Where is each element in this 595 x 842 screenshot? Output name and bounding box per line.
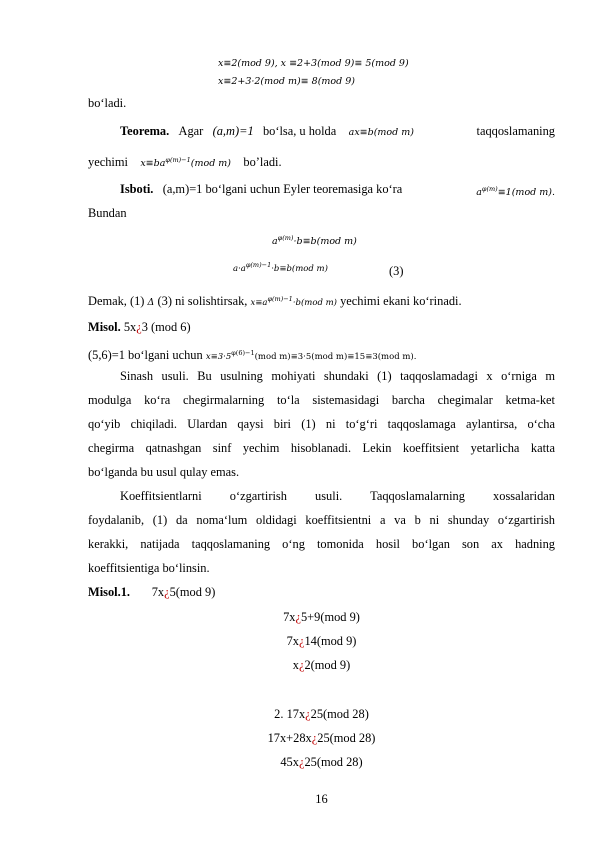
demak-text-a: Demak, (1) xyxy=(88,293,145,308)
formula-line-1: x≡2(mod 9), x ≡2+3(mod 9)≡ 5(mod 9) xyxy=(218,58,409,69)
isboti-text-a: (a,m)=1 bo‘lgani uchun Eyler teoremasiga ko‘ra xyxy=(162,182,403,196)
demak-text-b: (3) ni solishtirsak, xyxy=(157,293,248,308)
teorema-label: Teorema. xyxy=(120,124,170,138)
teorema-text-b: bo‘lsa, u holda xyxy=(262,124,337,138)
para2-line-4: koeffitsientiga bo‘linsin. xyxy=(88,561,210,575)
teorema-congruence: ax≡b(mod m) xyxy=(348,127,414,138)
isboti-label: Isboti. xyxy=(120,182,154,196)
misol-line: Misol. 5x¿3 (mod 6) xyxy=(88,320,191,334)
misol-label: Misol. xyxy=(88,320,121,334)
delta-symbol: Δ xyxy=(147,296,155,308)
para1-line-4: chegirma qatnashgan sinf yechim hisoblanadi. Lekin koeffitsient yetarlicha katta xyxy=(88,441,555,455)
teorema-text-e: bo’ladi. xyxy=(243,155,282,170)
isboti-bundan: Bundan xyxy=(88,206,127,220)
teorema-text-a: Agar xyxy=(178,124,204,138)
para1-line-1: Sinash usuli. Bu usulning mohiyati shundaki (1) taqqoslamadagi x o‘rniga m xyxy=(120,369,555,383)
para2-line-3: kerakki, natijada taqqoslamaning o‘ng tomonida hosil bo‘lgan son ax hadning xyxy=(88,537,555,551)
line-56-text: (5,6)=1 bo‘lgani uchun xyxy=(88,347,203,362)
teorema-solution: $x\equiv ba^{\varphi(m)-1}(mod$ m) xyxy=(140,156,232,170)
para1-line-2: modulga ko‘ra chegirmalarning to‘la sistemasidagi barcha chegimalar ketma-ket xyxy=(88,393,555,407)
misol-glyph: ¿ xyxy=(136,320,142,334)
demak-text-c: yechimi ekani ko‘rinadi. xyxy=(340,293,462,308)
misol1-step-1: 7x¿5+9(mod 9) xyxy=(283,610,360,624)
misol2-step-3: 45x¿25(mod 28) xyxy=(280,755,363,769)
teorema-condition: (a,m)=1 xyxy=(212,124,254,138)
equation-1: $a^{\varphi(m)}\cdot b\equiv b(mod$ m) xyxy=(272,234,357,248)
teorema-text-c: taqqoslamaning xyxy=(476,124,555,138)
isboti-euler: $a^{\varphi(m)}\equiv 1(mod$ m). xyxy=(476,185,555,199)
equation-2: $a\cdot a^{\varphi(m)-1}\cdot b\equiv b(mod$ m) xyxy=(233,261,328,274)
teorema-text-d: yechimi xyxy=(88,155,128,170)
teorema-line xyxy=(120,124,555,140)
para2-line-1: Koeffitsientlarni o‘zgartirish usuli. Taqqoslamalarning xossalaridan xyxy=(120,489,555,503)
line-56 xyxy=(88,346,555,364)
misol2-step-1: 2. 17x¿25(mod 28) xyxy=(274,707,369,721)
para1-line-5: bo‘lganda bu usul qulay emas. xyxy=(88,465,240,479)
isboti-line xyxy=(120,182,555,199)
formula-line-2: x≡2+3·2(mod m)≡ 8(mod 9) xyxy=(218,76,355,87)
misol2-step-2: 17x+28x¿25(mod 28) xyxy=(267,731,376,745)
para1-line-3: qo‘yib chiqiladi. Ulardan qaysi biri (1) ni to‘g‘ri taqqoslamaga aylantirsa, o‘cha xyxy=(88,417,555,431)
page-number: 16 xyxy=(315,792,328,806)
misol1-label: Misol.1. xyxy=(88,585,130,599)
misol1-step-2: 7x¿14(mod 9) xyxy=(286,634,357,648)
teorema-line-2 xyxy=(88,153,555,171)
text-line-boladi: bo‘ladi. xyxy=(88,96,127,110)
misol1-step-3: x¿2(mod 9) xyxy=(292,658,351,672)
para2-line-2: foydalanib, (1) da noma‘lum oldidagi koeffitsientni a va b ni shunday o‘zgartirish xyxy=(88,513,555,527)
misol1-line: Misol.1. 7x¿5(mod 9) xyxy=(88,585,216,599)
demak-formula: $x\equiv a^{\varphi(m)-1}\cdot b(mod$ m) xyxy=(250,295,337,308)
demak-line xyxy=(88,292,555,310)
line-56-formula: $x\equiv 3\cdot 5^{\varphi(6)-1}(mod$ m)≡3·5(mod m)≡15≡3(mod m). xyxy=(205,349,417,362)
equation-2-number: (3) xyxy=(389,264,404,278)
